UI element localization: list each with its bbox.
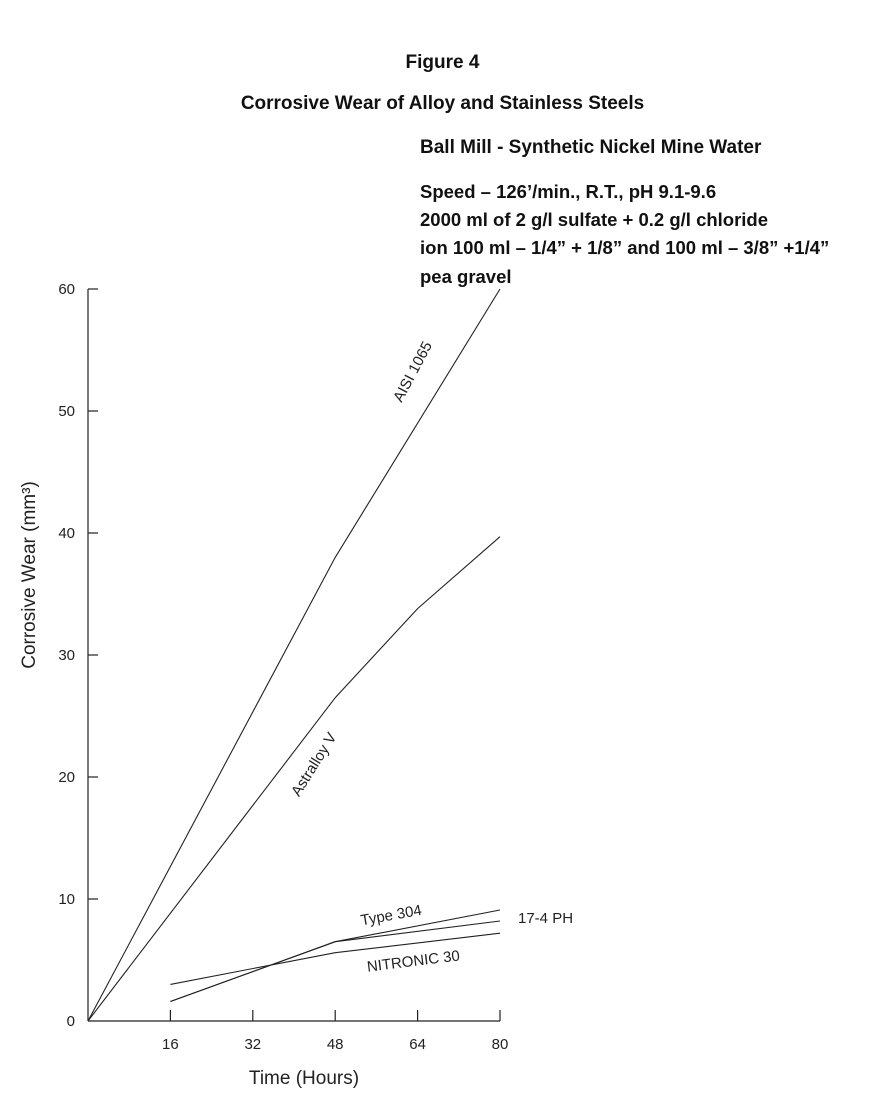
series-line-aisi-1065: [88, 289, 500, 1021]
y-tick-label: 10: [58, 891, 75, 908]
y-axis-title: Corrosive Wear (mm³): [19, 481, 40, 669]
series-label-aisi-1065: AISI 1065: [390, 338, 436, 405]
x-tick-label: 16: [162, 1036, 179, 1053]
test-condition-line: pea gravel: [420, 266, 512, 287]
x-tick-label: 32: [244, 1036, 262, 1053]
figure-number: Figure 4: [405, 52, 480, 73]
test-condition-line: Speed – 126’/min., R.T., pH 9.1-9.6: [420, 181, 717, 202]
y-tick-label: 60: [58, 281, 75, 298]
x-tick-label: 80: [491, 1036, 509, 1053]
x-axis-title: Time (Hours): [248, 1068, 360, 1089]
series-label-nitronic-30: NITRONIC 30: [366, 947, 461, 976]
y-tick-label: 0: [66, 1013, 75, 1030]
y-tick-label: 40: [58, 525, 75, 542]
y-tick-label: 20: [58, 769, 75, 786]
series-label-type-304: Type 304: [359, 901, 424, 930]
y-tick-label: 30: [58, 647, 75, 664]
series-line-astralloy-v: [88, 537, 500, 1021]
chart-title: Corrosive Wear of Alloy and Stainless Steels: [240, 93, 645, 114]
test-condition-line: 2000 ml of 2 g/l sulfate + 0.2 g/l chloride: [420, 209, 769, 230]
test-condition-line: ion 100 ml – 1/4” + 1/8” and 100 ml – 3/8” +1/4”: [420, 237, 830, 258]
chart-subtitle: Ball Mill - Synthetic Nickel Mine Water: [420, 137, 762, 158]
x-tick-label: 64: [409, 1036, 426, 1053]
series-label-17-4-ph: 17-4 PH: [518, 910, 574, 927]
series-label-astralloy-v: Astralloy V: [287, 729, 341, 800]
y-tick-label: 50: [58, 403, 75, 420]
x-tick-label: 48: [326, 1036, 344, 1053]
